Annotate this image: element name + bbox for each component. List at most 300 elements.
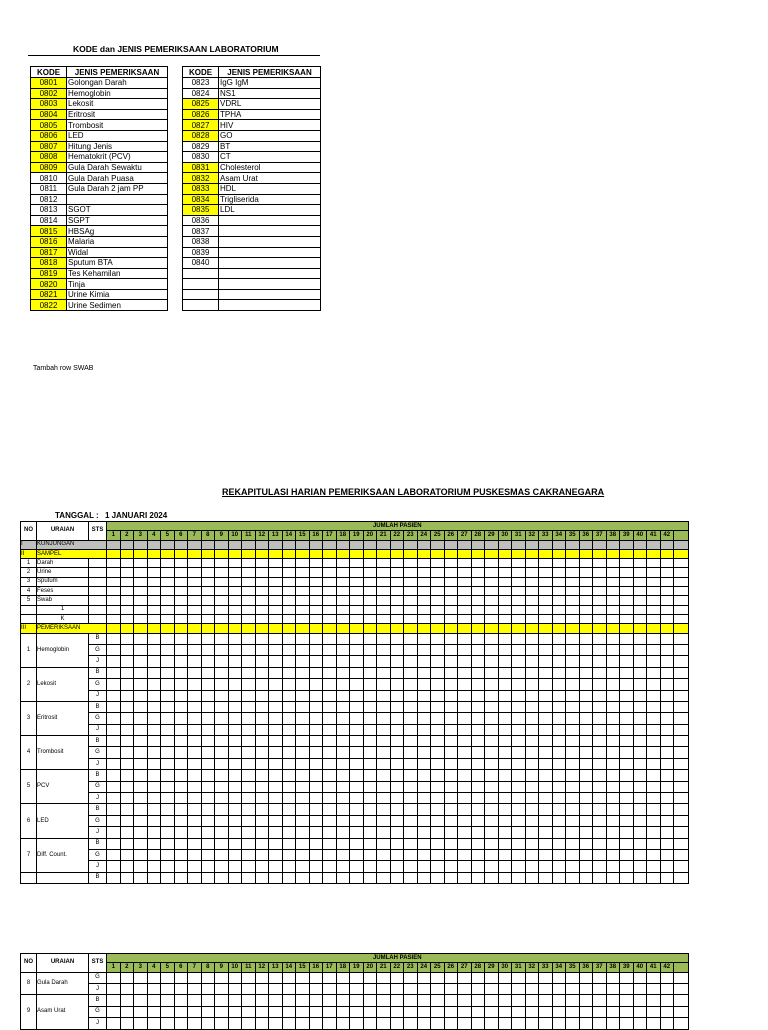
patient-cell [485, 559, 499, 568]
patient-cell [431, 624, 445, 633]
patient-cell [390, 614, 404, 623]
patient-number: 40 [633, 963, 647, 972]
patient-cell [660, 656, 674, 667]
patient-cell [498, 995, 512, 1006]
patient-cell [377, 713, 391, 724]
patient-cell [242, 701, 256, 712]
patient-cell [188, 804, 202, 815]
patient-cell [120, 770, 134, 781]
patient-cell [606, 815, 620, 826]
kode-row [183, 109, 321, 120]
patient-cell [552, 972, 566, 983]
patient-cell [174, 690, 188, 701]
patient-number: 9 [215, 531, 229, 540]
patient-cell [485, 644, 499, 655]
patient-cell [269, 861, 283, 872]
patient-cell [647, 827, 661, 838]
patient-cell [404, 633, 418, 644]
patient-cell [201, 815, 215, 826]
patient-cell [539, 793, 553, 804]
patient-cell [417, 849, 431, 860]
patient-cell [161, 995, 175, 1006]
patient-cell [674, 624, 689, 633]
exam-row [21, 724, 689, 735]
patient-cell [282, 713, 296, 724]
patient-cell [161, 559, 175, 568]
patient-cell [161, 644, 175, 655]
kode-row [31, 130, 168, 141]
patient-cell [228, 713, 242, 724]
patient-cell [201, 747, 215, 758]
patient-cell [660, 596, 674, 605]
patient-cell [633, 793, 647, 804]
patient-cell [188, 1018, 202, 1029]
patient-cell [120, 1018, 134, 1029]
patient-cell [296, 1018, 310, 1029]
patient-cell [660, 983, 674, 994]
patient-cell [566, 540, 580, 549]
patient-cell [539, 872, 553, 883]
patient-cell [539, 995, 553, 1006]
sts-code: J [89, 1018, 107, 1029]
patient-cell [282, 605, 296, 614]
patient-cell [620, 793, 634, 804]
patient-cell [552, 713, 566, 724]
patient-cell [120, 656, 134, 667]
patient-cell [377, 972, 391, 983]
patient-cell [309, 605, 323, 614]
patient-cell [512, 861, 526, 872]
row-no [21, 614, 37, 623]
patient-cell [350, 804, 364, 815]
patient-number: 5 [161, 531, 175, 540]
patient-cell [336, 827, 350, 838]
patient-cell [620, 577, 634, 586]
patient-cell [120, 983, 134, 994]
patient-cell [404, 587, 418, 596]
patient-cell [525, 849, 539, 860]
patient-number: 4 [147, 531, 161, 540]
exam-no: 7 [21, 838, 37, 872]
exam-row [21, 1006, 689, 1017]
patient-cell [174, 540, 188, 549]
patient-cell [350, 690, 364, 701]
patient-cell [215, 690, 229, 701]
patient-cell [633, 995, 647, 1006]
patient-cell [174, 793, 188, 804]
patient-number: 16 [309, 531, 323, 540]
patient-cell [606, 690, 620, 701]
patient-cell [566, 549, 580, 558]
patient-cell [309, 540, 323, 549]
patient-cell [552, 624, 566, 633]
patient-cell [161, 827, 175, 838]
patient-cell [269, 815, 283, 826]
kode-code: 0833 [183, 183, 219, 194]
patient-cell [174, 568, 188, 577]
patient-cell [606, 747, 620, 758]
patient-cell [107, 577, 121, 586]
kode-code: 0830 [183, 152, 219, 163]
patient-cell [228, 758, 242, 769]
patient-cell [404, 872, 418, 883]
patient-cell [296, 614, 310, 623]
kode-row [183, 236, 321, 247]
patient-number: 27 [458, 963, 472, 972]
patient-cell [552, 1006, 566, 1017]
kode-row [31, 162, 168, 173]
patient-cell [107, 679, 121, 690]
patient-cell [606, 633, 620, 644]
patient-cell [417, 736, 431, 747]
row-label: Sputum [37, 577, 89, 586]
patient-cell [188, 679, 202, 690]
patient-cell [620, 1018, 634, 1029]
patient-cell [485, 861, 499, 872]
patient-cell [269, 724, 283, 735]
patient-cell [363, 644, 377, 655]
patient-cell [647, 624, 661, 633]
patient-cell [323, 549, 337, 558]
patient-cell [579, 559, 593, 568]
patient-cell [417, 605, 431, 614]
patient-cell [242, 793, 256, 804]
patient-cell [215, 656, 229, 667]
patient-cell [417, 861, 431, 872]
patient-cell [255, 644, 269, 655]
patient-cell [660, 770, 674, 781]
patient-cell [377, 701, 391, 712]
kode-code: 0805 [31, 120, 67, 131]
patient-number: 28 [471, 531, 485, 540]
patient-cell [579, 983, 593, 994]
patient-cell [309, 690, 323, 701]
patient-cell [593, 596, 607, 605]
patient-cell [579, 614, 593, 623]
kode-code: 0815 [31, 226, 67, 237]
patient-cell [255, 758, 269, 769]
patient-number: 17 [323, 963, 337, 972]
patient-cell [647, 815, 661, 826]
patient-cell [377, 747, 391, 758]
patient-cell [525, 587, 539, 596]
patient-cell [228, 679, 242, 690]
patient-cell [336, 605, 350, 614]
kode-name: SGOT [67, 205, 168, 216]
patient-cell [660, 872, 674, 883]
patient-number: 39 [620, 531, 634, 540]
patient-cell [282, 747, 296, 758]
patient-cell [215, 995, 229, 1006]
patient-cell [417, 690, 431, 701]
patient-cell [228, 690, 242, 701]
patient-cell [539, 983, 553, 994]
patient-cell [296, 540, 310, 549]
patient-cell [620, 770, 634, 781]
patient-cell [269, 667, 283, 678]
patient-cell [620, 972, 634, 983]
patient-cell [566, 849, 580, 860]
patient-cell [579, 972, 593, 983]
patient-cell [255, 713, 269, 724]
list-row [21, 559, 689, 568]
patient-cell [471, 995, 485, 1006]
patient-cell [350, 577, 364, 586]
patient-cell [242, 559, 256, 568]
patient-cell [444, 770, 458, 781]
patient-cell [566, 633, 580, 644]
patient-cell [458, 736, 472, 747]
patient-cell [242, 758, 256, 769]
patient-cell [512, 713, 526, 724]
patient-cell [674, 614, 689, 623]
patient-cell [620, 815, 634, 826]
kode-name: Sputum BTA [67, 258, 168, 269]
patient-cell [147, 972, 161, 983]
patient-cell [485, 972, 499, 983]
patient-number: 17 [323, 531, 337, 540]
patient-cell [201, 972, 215, 983]
patient-cell [134, 995, 148, 1006]
patient-cell [269, 995, 283, 1006]
patient-number: 20 [363, 531, 377, 540]
patient-cell [539, 577, 553, 586]
patient-cell [282, 633, 296, 644]
sts-code: G [89, 747, 107, 758]
patient-cell [512, 747, 526, 758]
patient-cell [269, 838, 283, 849]
patient-cell [606, 614, 620, 623]
kode-table-left [30, 66, 168, 311]
patient-cell [215, 644, 229, 655]
exam-row [21, 690, 689, 701]
patient-cell [242, 995, 256, 1006]
patient-cell [647, 758, 661, 769]
patient-cell [228, 540, 242, 549]
patient-cell [242, 872, 256, 883]
patient-cell [134, 633, 148, 644]
patient-cell [336, 549, 350, 558]
patient-cell [633, 568, 647, 577]
patient-cell [566, 577, 580, 586]
patient-cell [188, 644, 202, 655]
patient-cell [282, 596, 296, 605]
patient-cell [458, 549, 472, 558]
patient-cell [417, 995, 431, 1006]
patient-cell [147, 568, 161, 577]
patient-cell [431, 614, 445, 623]
section-no: III [21, 624, 37, 633]
patient-cell [120, 667, 134, 678]
patient-cell [363, 559, 377, 568]
patient-cell [431, 781, 445, 792]
patient-cell [660, 713, 674, 724]
patient-cell [255, 633, 269, 644]
patient-cell [674, 849, 689, 860]
patient-cell [134, 827, 148, 838]
patient-cell [552, 701, 566, 712]
patient-cell [282, 624, 296, 633]
patient-cell [377, 559, 391, 568]
patient-cell [593, 1006, 607, 1017]
patient-cell [269, 577, 283, 586]
list-row [21, 587, 689, 596]
patient-cell [390, 656, 404, 667]
kode-code: 0840 [183, 258, 219, 269]
patient-cell [120, 724, 134, 735]
patient-number: 1 [107, 963, 121, 972]
patient-cell [633, 827, 647, 838]
patient-cell [390, 995, 404, 1006]
patient-cell [606, 995, 620, 1006]
patient-cell [336, 838, 350, 849]
patient-cell [647, 849, 661, 860]
patient-cell [485, 815, 499, 826]
kode-code: 0814 [31, 215, 67, 226]
patient-cell [228, 736, 242, 747]
patient-cell [309, 781, 323, 792]
patient-cell [201, 861, 215, 872]
patient-cell [215, 747, 229, 758]
patient-cell [188, 596, 202, 605]
patient-cell [431, 596, 445, 605]
patient-cell [566, 972, 580, 983]
patient-cell [161, 690, 175, 701]
patient-cell [323, 995, 337, 1006]
patient-cell [242, 690, 256, 701]
patient-cell [512, 838, 526, 849]
patient-cell [606, 540, 620, 549]
patient-cell [633, 656, 647, 667]
patient-cell [296, 559, 310, 568]
patient-cell [188, 747, 202, 758]
patient-cell [606, 781, 620, 792]
kode-row [183, 258, 321, 269]
patient-cell [579, 827, 593, 838]
patient-number: 32 [525, 531, 539, 540]
row-label: Urine [37, 568, 89, 577]
patient-cell [566, 747, 580, 758]
patient-cell [161, 596, 175, 605]
patient-cell [512, 624, 526, 633]
patient-cell [404, 624, 418, 633]
patient-cell [296, 724, 310, 735]
patient-cell [188, 568, 202, 577]
kode-code: 0812 [31, 194, 67, 205]
patient-cell [458, 624, 472, 633]
patient-cell [606, 724, 620, 735]
kode-code: 0822 [31, 300, 67, 311]
kode-row [31, 289, 168, 300]
patient-cell [188, 1006, 202, 1017]
patient-cell [390, 736, 404, 747]
patient-cell [552, 736, 566, 747]
kode-name: GO [219, 130, 321, 141]
header-tail [674, 531, 689, 540]
patient-cell [404, 540, 418, 549]
patient-cell [444, 559, 458, 568]
patient-cell [674, 690, 689, 701]
patient-cell [269, 690, 283, 701]
patient-number: 6 [174, 963, 188, 972]
exam-row [21, 701, 689, 712]
patient-cell [147, 690, 161, 701]
patient-cell [647, 614, 661, 623]
patient-cell [107, 781, 121, 792]
patient-cell [674, 605, 689, 614]
patient-cell [174, 559, 188, 568]
patient-cell [606, 644, 620, 655]
patient-cell [444, 587, 458, 596]
patient-cell [498, 827, 512, 838]
patient-cell [404, 815, 418, 826]
patient-cell [458, 656, 472, 667]
kode-row [31, 258, 168, 269]
patient-cell [579, 815, 593, 826]
patient-cell [377, 540, 391, 549]
patient-cell [458, 679, 472, 690]
patient-cell [417, 644, 431, 655]
patient-cell [161, 540, 175, 549]
patient-cell [215, 827, 229, 838]
patient-cell [458, 596, 472, 605]
patient-cell [606, 587, 620, 596]
patient-cell [336, 758, 350, 769]
patient-cell [323, 624, 337, 633]
patient-cell [228, 827, 242, 838]
patient-cell [161, 724, 175, 735]
patient-cell [431, 1006, 445, 1017]
patient-cell [417, 701, 431, 712]
sts-code: B [89, 633, 107, 644]
patient-cell [188, 605, 202, 614]
patient-cell [566, 793, 580, 804]
kode-name: LDL [219, 205, 321, 216]
patient-cell [404, 983, 418, 994]
patient-cell [471, 849, 485, 860]
patient-cell [633, 1018, 647, 1029]
sts-code: B [89, 736, 107, 747]
row-no: 4 [21, 587, 37, 596]
patient-cell [660, 838, 674, 849]
patient-cell [282, 690, 296, 701]
patient-cell [444, 983, 458, 994]
patient-cell [606, 849, 620, 860]
patient-cell [201, 804, 215, 815]
patient-cell [350, 549, 364, 558]
patient-cell [606, 596, 620, 605]
patient-cell [161, 849, 175, 860]
patient-cell [215, 701, 229, 712]
exam-label: Eritrosit [37, 701, 89, 735]
patient-cell [228, 983, 242, 994]
patient-cell [525, 644, 539, 655]
patient-cell [633, 724, 647, 735]
patient-cell [107, 872, 121, 883]
patient-cell [323, 633, 337, 644]
patient-cell [552, 644, 566, 655]
patient-cell [674, 633, 689, 644]
sts-code: J [89, 724, 107, 735]
patient-cell [363, 995, 377, 1006]
patient-cell [161, 614, 175, 623]
patient-cell [323, 679, 337, 690]
patient-cell [498, 644, 512, 655]
patient-cell [471, 770, 485, 781]
patient-cell [498, 781, 512, 792]
patient-cell [323, 781, 337, 792]
patient-cell [134, 549, 148, 558]
